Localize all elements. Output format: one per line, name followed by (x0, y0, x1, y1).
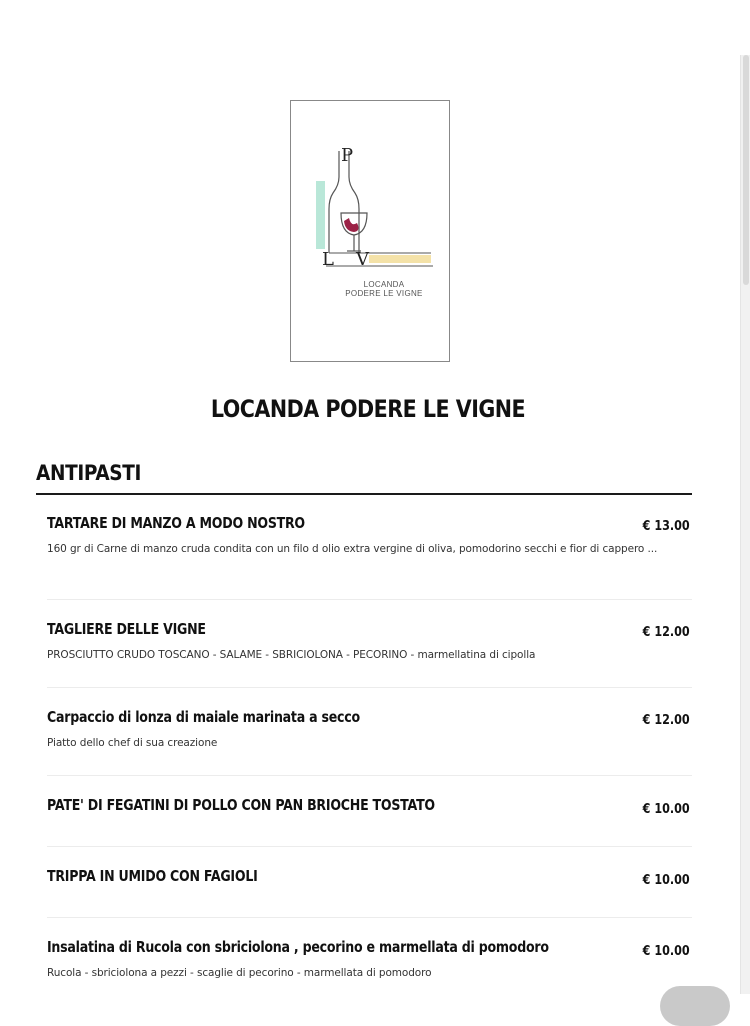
restaurant-logo (290, 100, 450, 362)
restaurant-title: LOCANDA PODERE LE VIGNE (210, 395, 526, 423)
dish-price: € 10.00 (642, 944, 690, 959)
floating-action-button[interactable] (660, 986, 730, 1026)
logo-monogram-l: L (322, 249, 334, 270)
dish-name: PATE' DI FEGATINI DI POLLO CON PAN BRIOCHE TOSTATO (47, 796, 435, 814)
logo-text-line2: PODERE LE VIGNE (345, 289, 423, 298)
section-title: ANTIPASTI (36, 461, 142, 485)
dish-separator (47, 775, 692, 776)
dish-separator (47, 687, 692, 688)
dish-price: € 10.00 (642, 873, 690, 888)
dish-description: 160 gr di Carne di manzo cruda condita con un filo d olio extra vergine di oliva, pomodorino secchi e fior di cappero ... (47, 543, 658, 555)
dish-name: Insalatina di Rucola con sbriciolona , pecorino e marmellata di pomodoro (47, 938, 549, 956)
section-divider (36, 493, 692, 495)
dish-description: Rucola - sbriciolona a pezzi - scaglie di pecorino - marmellata di pomodoro (47, 967, 432, 979)
dish-price: € 13.00 (642, 519, 690, 534)
wine-bottle-glass-icon (291, 101, 449, 361)
dish-price: € 12.00 (642, 625, 690, 640)
dish-name: Carpaccio di lonza di maiale marinata a secco (47, 708, 360, 726)
scrollbar-thumb[interactable] (743, 55, 749, 285)
logo-monogram-v: V (356, 249, 369, 270)
dish-separator (47, 846, 692, 847)
dish-description: Piatto dello chef di sua creazione (47, 737, 218, 749)
dish-name: TRIPPA IN UMIDO CON FAGIOLI (47, 867, 258, 885)
dish-separator (47, 599, 692, 600)
dish-name: TAGLIERE DELLE VIGNE (47, 620, 206, 638)
dish-price: € 12.00 (642, 713, 690, 728)
logo-text-line1: LOCANDA (363, 280, 405, 289)
dish-description: PROSCIUTTO CRUDO TOSCANO - SALAME - SBRICIOLONA - PECORINO - marmellatina di cipolla (47, 649, 536, 661)
dish-name: TARTARE DI MANZO A MODO NOSTRO (47, 514, 305, 532)
logo-monogram-p: P (341, 145, 354, 166)
dish-price: € 10.00 (642, 802, 690, 817)
dish-separator (47, 917, 692, 918)
page-scrollbar[interactable] (740, 55, 750, 994)
